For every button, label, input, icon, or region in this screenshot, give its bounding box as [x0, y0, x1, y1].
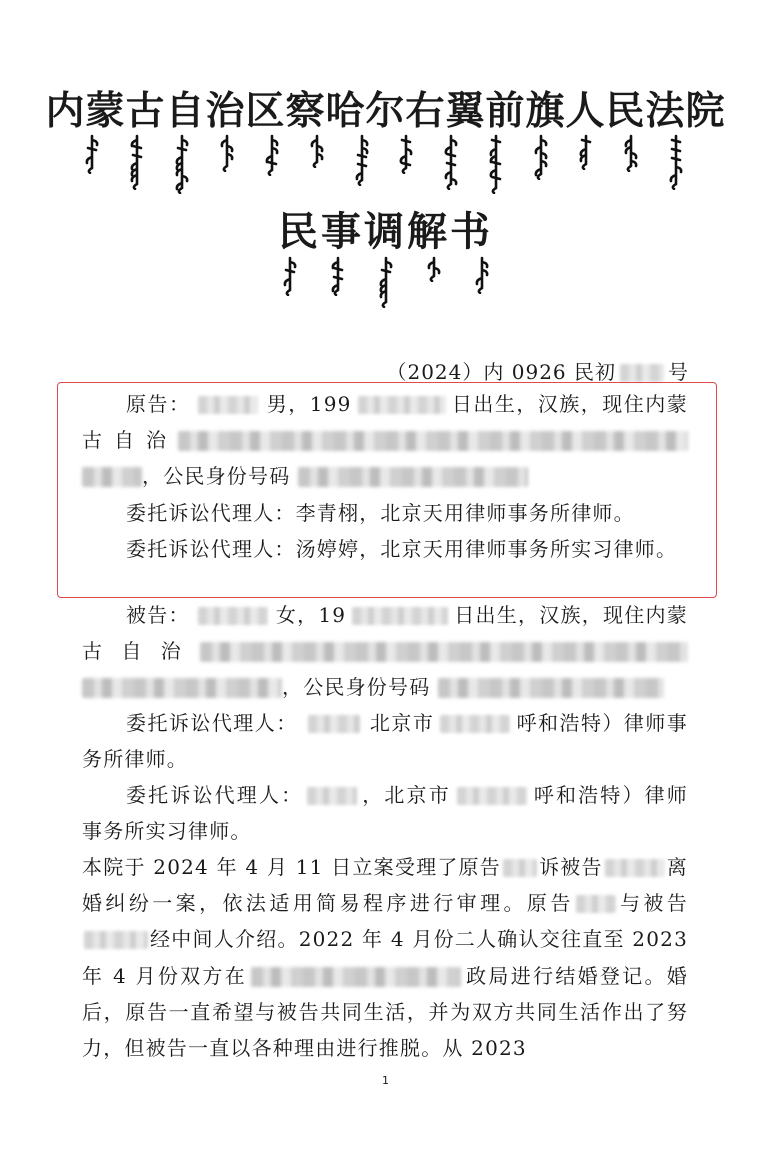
redaction: [438, 678, 664, 698]
defendant-agent-1-firm-end: 呼和浩特）律师事务所律师。: [82, 711, 688, 772]
redaction: [82, 678, 282, 698]
defendant-agent-2-label: 委托诉讼代理人：: [126, 783, 304, 807]
mongolian-word-glyph: [378, 256, 394, 308]
mongolian-word-glyph: [443, 134, 459, 190]
plaintiff-gender-birth: 男，199: [266, 392, 352, 416]
court-name-title: 内蒙古自治区察哈尔右翼前旗人民法院: [45, 89, 726, 134]
plaintiff-label: 原告：: [126, 392, 191, 416]
mongolian-word-glyph: [474, 256, 490, 294]
marriage-text: 政局进行结婚登记。婚后，原告一直希望与被告共同生活，并为双方共同生活作出了努力，但被告一直以各种理由进行推脱。从 2023: [82, 963, 689, 1061]
redaction: [352, 607, 448, 625]
redaction: [307, 787, 357, 805]
acquaintance-text: 经中间人介绍。2022 年 4 月份二人确认交往直至 2023 年 4 月份双方在: [82, 927, 688, 988]
defendant-birth-ethnicity: 日出生，汉族，现住: [454, 603, 646, 627]
mongolian-word-glyph: [282, 256, 298, 296]
case-background: [82, 849, 688, 1066]
page-number: 1: [382, 1074, 389, 1087]
defendant-gender-birth: 女，19: [275, 603, 347, 627]
mongolian-word-glyph: [309, 134, 325, 168]
redaction: [457, 787, 527, 805]
defendant-agent-2-firm: ，北京市: [361, 783, 451, 807]
mongolian-word-glyph: [264, 134, 280, 176]
redaction: [200, 642, 688, 662]
defendant-info: [82, 597, 688, 706]
plaintiff-agent-2: 委托诉讼代理人：汤婷婷，北京天用律师事务所实习律师。: [126, 537, 678, 561]
redaction: [84, 931, 148, 949]
mongolian-word-glyph: [488, 134, 504, 194]
mongolian-word-glyph: [129, 134, 145, 190]
vs-defendant-text: 诉被告: [539, 855, 603, 879]
redaction: [503, 859, 537, 877]
plaintiff-birth-ethnicity: 日出生，汉族，现住内: [451, 392, 667, 416]
defendant-agent-2-firm-end: 呼和浩特）律师事务所实习律师。: [82, 783, 688, 844]
redaction: [576, 895, 616, 913]
highlight-box: [57, 382, 717, 598]
redaction: [198, 607, 268, 625]
plaintiff-agent-1: 委托诉讼代理人：李青栩，北京天用律师事务所律师。: [126, 501, 635, 525]
mongolian-word-glyph: [623, 134, 639, 172]
filing-text: 本院于 2024 年 4 月 11 日立案受理了原告: [82, 855, 502, 879]
defendant-agent-1-label: 委托诉讼代理人：: [126, 711, 298, 735]
defendant-agent-1-firm: 北京市: [369, 711, 435, 735]
case-number-prefix: （2024）内 0926 民初: [386, 360, 616, 384]
defendant-agent-1: [82, 705, 688, 777]
mongolian-word-glyph: [578, 134, 594, 170]
redaction: [440, 715, 510, 733]
mongolian-word-glyph: [668, 134, 684, 190]
mongolian-word-glyph: [398, 134, 414, 174]
mongolian-word-glyph: [354, 134, 370, 186]
procedure-text: 离婚纠纷一案，依法适用简易程序进行审理。原告: [82, 855, 688, 916]
plaintiff-id-label: ，公民身份号码: [142, 464, 291, 489]
mongolian-word-glyph: [174, 134, 190, 194]
mongolian-word-glyph: [426, 256, 442, 282]
case-number: [386, 356, 689, 385]
document-type-mongolian-script: [282, 256, 490, 308]
defendant-agent-2: [82, 777, 688, 849]
mongolian-word-glyph: [533, 134, 549, 180]
and-defendant-text: 与被告: [617, 891, 688, 916]
redaction: [251, 967, 461, 987]
redaction: [308, 715, 360, 733]
defendant-address-start: 内蒙古自治: [82, 603, 688, 664]
plaintiff-address-start: 蒙古自治: [82, 392, 688, 453]
mongolian-word-glyph: [330, 256, 346, 296]
mongolian-word-glyph: [84, 134, 100, 174]
document-type-title: 民事调解书: [278, 209, 493, 255]
redaction: [620, 364, 664, 382]
defendant-label: 被告：: [126, 603, 190, 627]
court-name-mongolian-script: [84, 134, 684, 194]
defendant-id-label: ，公民身份号码: [282, 675, 431, 700]
case-number-suffix: 号: [668, 360, 689, 384]
redaction: [605, 859, 665, 877]
mongolian-word-glyph: [219, 134, 235, 172]
